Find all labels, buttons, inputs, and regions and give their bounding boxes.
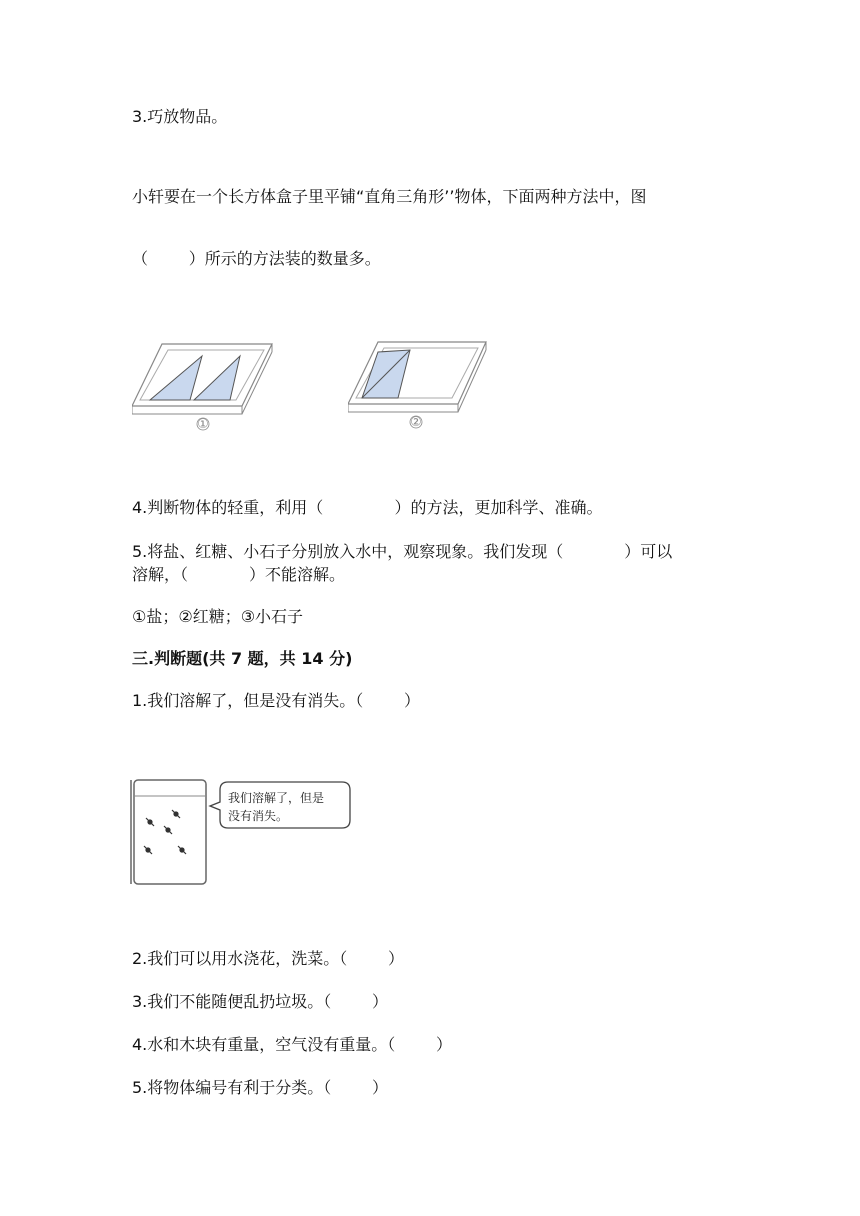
bubble-line-2: 没有消失。 xyxy=(228,809,289,823)
box-figure-1 xyxy=(132,336,277,436)
q5-line1: 5.将盐、红糖、小石子分别放入水中，观察现象。我们发现（ ）可以 xyxy=(132,542,673,561)
fig1-label: ① xyxy=(197,417,209,432)
judge-item-2: 2.我们可以用水浇花，洗菜。（ ） xyxy=(132,949,404,968)
judge-item-4: 4.水和木块有重量，空气没有重量。（ ） xyxy=(132,1035,452,1054)
q3-stem-line2: （ ）所示的方法装的数量多。 xyxy=(132,249,381,268)
q5-options: ①盐；②红糖；③小石子 xyxy=(132,607,304,626)
box-figure-2 xyxy=(348,336,493,436)
section3-heading: 三.判断题(共 7 题，共 14 分) xyxy=(132,649,353,668)
judge-item-5: 5.将物体编号有利于分类。（ ） xyxy=(132,1078,388,1097)
q4-text: 4.判断物体的轻重，利用（ ）的方法，更加科学、准确。 xyxy=(132,498,603,517)
fig2-label: ② xyxy=(410,415,422,430)
q3-stem-line1: 小轩要在一个长方体盒子里平铺“直角三角形’’物体，下面两种方法中，图 xyxy=(132,187,647,206)
judge-item-3: 3.我们不能随便乱扔垃圾。（ ） xyxy=(132,992,388,1011)
beaker-figure xyxy=(128,774,358,890)
judge-item-1: 1.我们溶解了，但是没有消失。（ ） xyxy=(132,691,420,710)
bubble-line-1: 我们溶解了，但是 xyxy=(228,791,325,805)
q5-line2: 溶解，（ ）不能溶解。 xyxy=(132,565,346,584)
q3-title: 3.巧放物品。 xyxy=(132,107,228,126)
